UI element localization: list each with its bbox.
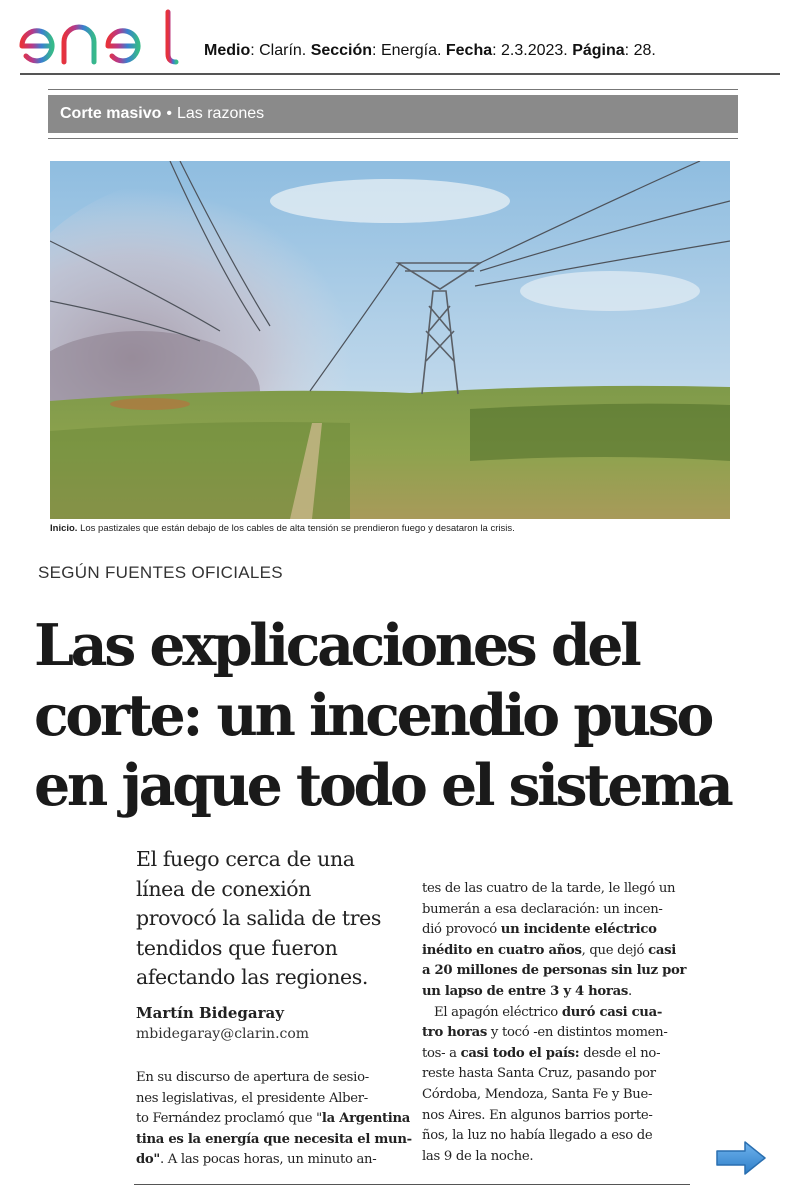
article-photo [50,161,730,519]
body-line: Córdoba, Mendoza, Santa Fe y Bue- [422,1086,653,1102]
arrow-right-icon[interactable] [715,1140,767,1176]
section-bar-bottom-rule [48,138,738,139]
author-name: Martín Bidegaray [136,1004,284,1022]
body-line: las 9 de la noche. [422,1148,534,1164]
bottom-divider [134,1184,690,1185]
body-line: bumerán a esa declaración: un incen- [422,901,663,917]
body-line: nos Aires. En algunos barrios porte- [422,1107,653,1123]
deck-line: provocó la salida de tres [136,906,381,930]
body-line: tes de las cuatro de la tarde, le llegó un [422,881,676,896]
body-line: ños, la luz no había llegado a eso de [422,1128,653,1144]
body-line: tina es la energía que necesita el mun- [136,1131,412,1147]
body-line: En su discurso de apertura de sesio- [136,1070,369,1085]
media-metadata-line: Medio: Clarín. Sección: Energía. Fecha: 2.3.2023. Página: 28. [204,42,656,59]
body-line: do". A las pocas horas, un minuto an- [136,1152,377,1168]
deck-line: tendidos que fueron [136,935,338,960]
article-deck [136,845,406,993]
body-line: to Fernández proclamó que "la Argentina [136,1111,411,1127]
section-name: Corte masivo [60,105,162,122]
headline-line: corte: un incendio puso [34,682,712,749]
header-divider [20,73,780,75]
body-line: nes legislativas, el presidente Alber- [136,1090,368,1106]
body-line: inédito en cuatro años, que dejó casi [422,942,676,958]
body-line: dió provocó un incidente eléctrico [422,922,657,938]
article-headline [34,611,779,821]
article-kicker: SEGÚN FUENTES OFICIALES [38,563,283,582]
deck-line: El fuego cerca de una [136,847,355,871]
body-line: a 20 millones de personas sin luz por [422,963,687,979]
photo-caption: Inicio. Los pastizales que están debajo de los cables de alta tensión se prendieron fuego y desataron la crisis. [50,523,515,534]
section-subtitle: Las razones [176,105,265,122]
body-line: tro horas y tocó -en distintos momen- [422,1025,668,1041]
body-column-1 [136,1068,412,1171]
body-line: tos- a casi todo el país: desde el no- [422,1045,661,1061]
section-separator: • [166,105,172,122]
deck-line: línea de conexión [136,876,311,901]
body-line: reste hasta Santa Cruz, pasando por [422,1066,656,1082]
body-column-2 [422,879,690,1167]
headline-line: Las explicaciones del [34,612,639,679]
section-bar [48,95,738,133]
enel-logo [18,6,180,68]
headline-line: en jaque todo el sistema [34,752,731,819]
deck-line: afectando las regiones. [136,965,369,989]
section-bar-top-rule [48,89,738,90]
author-email[interactable]: mbidegaray@clarin.com [136,1026,310,1042]
body-line: un lapso de entre 3 y 4 horas. [422,983,632,999]
body-line: El apagón eléctrico duró casi cua- [434,1004,663,1020]
